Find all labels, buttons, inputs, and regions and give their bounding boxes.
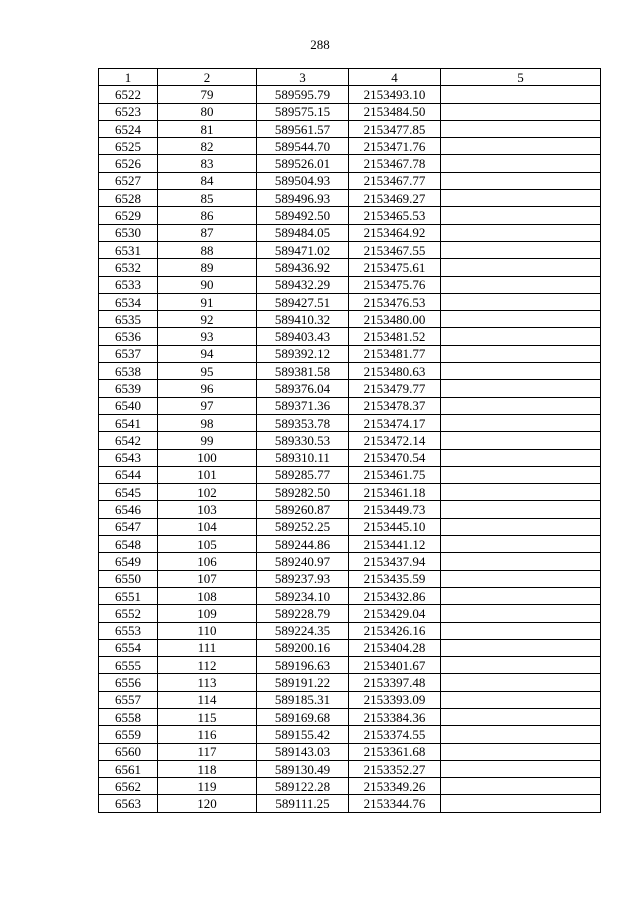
table-cell-col-4: 2153435.59 bbox=[349, 570, 441, 587]
table-cell-col-3: 589410.32 bbox=[257, 311, 349, 328]
table-cell-col-5 bbox=[441, 484, 601, 501]
table-cell-col-2: 116 bbox=[158, 726, 257, 743]
table-cell-col-4: 2153404.28 bbox=[349, 639, 441, 656]
table-cell-col-4: 2153393.09 bbox=[349, 691, 441, 708]
table-row bbox=[99, 743, 601, 760]
table-cell-col-5 bbox=[441, 414, 601, 431]
table-cell-col-1: 6537 bbox=[99, 345, 158, 362]
table-cell-col-4: 2153475.61 bbox=[349, 259, 441, 276]
table-cell-col-2: 99 bbox=[158, 432, 257, 449]
table-row bbox=[99, 795, 601, 812]
table-cell-col-2: 94 bbox=[158, 345, 257, 362]
table-cell-col-4: 2153401.67 bbox=[349, 657, 441, 674]
table-row bbox=[99, 449, 601, 466]
table-cell-col-5 bbox=[441, 224, 601, 241]
table-cell-col-1: 6553 bbox=[99, 622, 158, 639]
table-cell-col-3: 589575.15 bbox=[257, 103, 349, 120]
page-number: 288 bbox=[310, 37, 330, 52]
table-cell-col-4: 2153344.76 bbox=[349, 795, 441, 812]
table-cell-col-5 bbox=[441, 778, 601, 795]
table-row bbox=[99, 380, 601, 397]
table-cell-col-5 bbox=[441, 276, 601, 293]
table-cell-col-2: 89 bbox=[158, 259, 257, 276]
table-cell-col-5 bbox=[441, 726, 601, 743]
table-cell-col-4: 2153437.94 bbox=[349, 553, 441, 570]
table-cell-col-1: 6555 bbox=[99, 657, 158, 674]
table-cell-col-3: 589285.77 bbox=[257, 466, 349, 483]
table-cell-col-3: 589561.57 bbox=[257, 120, 349, 137]
table-cell-col-3: 589252.25 bbox=[257, 518, 349, 535]
table-cell-col-2: 97 bbox=[158, 397, 257, 414]
table-cell-col-4: 2153474.17 bbox=[349, 414, 441, 431]
table-cell-col-5 bbox=[441, 743, 601, 760]
table-cell-col-1: 6561 bbox=[99, 760, 158, 777]
table-cell-col-2: 111 bbox=[158, 639, 257, 656]
table-cell-col-1: 6559 bbox=[99, 726, 158, 743]
table-row bbox=[99, 778, 601, 795]
column-header-4: 4 bbox=[349, 69, 441, 86]
table-cell-col-4: 2153493.10 bbox=[349, 86, 441, 103]
table-cell-col-3: 589330.53 bbox=[257, 432, 349, 449]
table-cell-col-5 bbox=[441, 795, 601, 812]
table-cell-col-1: 6551 bbox=[99, 587, 158, 604]
table-cell-col-4: 2153361.68 bbox=[349, 743, 441, 760]
table-cell-col-1: 6538 bbox=[99, 363, 158, 380]
table-cell-col-5 bbox=[441, 708, 601, 725]
table-cell-col-3: 589381.58 bbox=[257, 363, 349, 380]
table-cell-col-5 bbox=[441, 259, 601, 276]
table-cell-col-1: 6545 bbox=[99, 484, 158, 501]
table-cell-col-3: 589392.12 bbox=[257, 345, 349, 362]
table-cell-col-5 bbox=[441, 657, 601, 674]
table-cell-col-5 bbox=[441, 397, 601, 414]
table-cell-col-4: 2153469.27 bbox=[349, 190, 441, 207]
table-cell-col-3: 589169.68 bbox=[257, 708, 349, 725]
table-row bbox=[99, 760, 601, 777]
table-cell-col-4: 2153352.27 bbox=[349, 760, 441, 777]
table-cell-col-1: 6523 bbox=[99, 103, 158, 120]
table-cell-col-4: 2153445.10 bbox=[349, 518, 441, 535]
table-cell-col-3: 589130.49 bbox=[257, 760, 349, 777]
table-cell-col-2: 115 bbox=[158, 708, 257, 725]
table-cell-col-3: 589155.42 bbox=[257, 726, 349, 743]
table-cell-col-1: 6550 bbox=[99, 570, 158, 587]
table-cell-col-2: 101 bbox=[158, 466, 257, 483]
table-row bbox=[99, 726, 601, 743]
table-row bbox=[99, 587, 601, 604]
table-cell-col-3: 589544.70 bbox=[257, 138, 349, 155]
column-header-2: 2 bbox=[158, 69, 257, 86]
table-cell-col-4: 2153470.54 bbox=[349, 449, 441, 466]
table-row bbox=[99, 276, 601, 293]
table-cell-col-1: 6540 bbox=[99, 397, 158, 414]
table-cell-col-3: 589191.22 bbox=[257, 674, 349, 691]
table-cell-col-5 bbox=[441, 449, 601, 466]
table-cell-col-5 bbox=[441, 172, 601, 189]
table-cell-col-1: 6557 bbox=[99, 691, 158, 708]
table-row bbox=[99, 224, 601, 241]
table-cell-col-1: 6525 bbox=[99, 138, 158, 155]
table-cell-col-5 bbox=[441, 622, 601, 639]
table-row bbox=[99, 311, 601, 328]
table-cell-col-4: 2153471.76 bbox=[349, 138, 441, 155]
table-cell-col-2: 83 bbox=[158, 155, 257, 172]
table-cell-col-5 bbox=[441, 328, 601, 345]
column-header-3: 3 bbox=[257, 69, 349, 86]
table-row bbox=[99, 259, 601, 276]
table-row bbox=[99, 708, 601, 725]
table-cell-col-2: 114 bbox=[158, 691, 257, 708]
table-cell-col-3: 589260.87 bbox=[257, 501, 349, 518]
table-cell-col-2: 82 bbox=[158, 138, 257, 155]
table-cell-col-1: 6552 bbox=[99, 605, 158, 622]
table-row bbox=[99, 155, 601, 172]
table-cell-col-1: 6548 bbox=[99, 536, 158, 553]
table-cell-col-2: 90 bbox=[158, 276, 257, 293]
table-cell-col-5 bbox=[441, 207, 601, 224]
table-cell-col-5 bbox=[441, 605, 601, 622]
table-cell-col-3: 589371.36 bbox=[257, 397, 349, 414]
table-cell-col-1: 6558 bbox=[99, 708, 158, 725]
table-cell-col-1: 6534 bbox=[99, 293, 158, 310]
table-cell-col-5 bbox=[441, 570, 601, 587]
table-row bbox=[99, 172, 601, 189]
table-cell-col-2: 118 bbox=[158, 760, 257, 777]
table-cell-col-3: 589496.93 bbox=[257, 190, 349, 207]
table-cell-col-3: 589436.92 bbox=[257, 259, 349, 276]
table-cell-col-2: 107 bbox=[158, 570, 257, 587]
table-cell-col-2: 120 bbox=[158, 795, 257, 812]
table-cell-col-1: 6562 bbox=[99, 778, 158, 795]
table-cell-col-1: 6535 bbox=[99, 311, 158, 328]
table-cell-col-5 bbox=[441, 241, 601, 258]
table-cell-col-3: 589427.51 bbox=[257, 293, 349, 310]
table-cell-col-3: 589196.63 bbox=[257, 657, 349, 674]
table-cell-col-4: 2153477.85 bbox=[349, 120, 441, 137]
table-cell-col-2: 98 bbox=[158, 414, 257, 431]
table-row bbox=[99, 103, 601, 120]
table-cell-col-5 bbox=[441, 639, 601, 656]
table-cell-col-3: 589471.02 bbox=[257, 241, 349, 258]
table-cell-col-2: 87 bbox=[158, 224, 257, 241]
table-cell-col-3: 589122.28 bbox=[257, 778, 349, 795]
table-cell-col-2: 104 bbox=[158, 518, 257, 535]
table-cell-col-5 bbox=[441, 293, 601, 310]
table-cell-col-3: 589484.05 bbox=[257, 224, 349, 241]
table-cell-col-1: 6536 bbox=[99, 328, 158, 345]
table-cell-col-5 bbox=[441, 311, 601, 328]
table-cell-col-3: 589143.03 bbox=[257, 743, 349, 760]
table-cell-col-2: 108 bbox=[158, 587, 257, 604]
table-cell-col-1: 6530 bbox=[99, 224, 158, 241]
table-row bbox=[99, 414, 601, 431]
table-cell-col-2: 117 bbox=[158, 743, 257, 760]
table-cell-col-4: 2153429.04 bbox=[349, 605, 441, 622]
table-cell-col-1: 6531 bbox=[99, 241, 158, 258]
table-cell-col-4: 2153461.18 bbox=[349, 484, 441, 501]
table-cell-col-5 bbox=[441, 536, 601, 553]
table-cell-col-4: 2153472.14 bbox=[349, 432, 441, 449]
table-cell-col-5 bbox=[441, 155, 601, 172]
table-cell-col-5 bbox=[441, 363, 601, 380]
table-cell-col-1: 6539 bbox=[99, 380, 158, 397]
table-cell-col-5 bbox=[441, 432, 601, 449]
table-cell-col-2: 96 bbox=[158, 380, 257, 397]
table-cell-col-3: 589376.04 bbox=[257, 380, 349, 397]
table-cell-col-5 bbox=[441, 466, 601, 483]
table-cell-col-2: 106 bbox=[158, 553, 257, 570]
table-row bbox=[99, 622, 601, 639]
table-cell-col-3: 589237.93 bbox=[257, 570, 349, 587]
table-cell-col-4: 2153464.92 bbox=[349, 224, 441, 241]
table-cell-col-4: 2153484.50 bbox=[349, 103, 441, 120]
table-cell-col-1: 6546 bbox=[99, 501, 158, 518]
table-cell-col-1: 6541 bbox=[99, 414, 158, 431]
table-row bbox=[99, 691, 601, 708]
table-cell-col-4: 2153476.53 bbox=[349, 293, 441, 310]
table-cell-col-2: 113 bbox=[158, 674, 257, 691]
table-cell-col-3: 589224.35 bbox=[257, 622, 349, 639]
table-row bbox=[99, 190, 601, 207]
table-row bbox=[99, 241, 601, 258]
table-row bbox=[99, 293, 601, 310]
table-row bbox=[99, 397, 601, 414]
table-cell-col-4: 2153426.16 bbox=[349, 622, 441, 639]
table-cell-col-2: 102 bbox=[158, 484, 257, 501]
table-cell-col-2: 88 bbox=[158, 241, 257, 258]
table-cell-col-2: 80 bbox=[158, 103, 257, 120]
table-cell-col-1: 6543 bbox=[99, 449, 158, 466]
table-cell-col-2: 112 bbox=[158, 657, 257, 674]
table-row bbox=[99, 466, 601, 483]
table-cell-col-2: 81 bbox=[158, 120, 257, 137]
table-cell-col-5 bbox=[441, 120, 601, 137]
table-row bbox=[99, 605, 601, 622]
table-cell-col-1: 6560 bbox=[99, 743, 158, 760]
table-row bbox=[99, 484, 601, 501]
table-cell-col-5 bbox=[441, 380, 601, 397]
table-row bbox=[99, 536, 601, 553]
table-cell-col-1: 6524 bbox=[99, 120, 158, 137]
table-cell-col-1: 6526 bbox=[99, 155, 158, 172]
table-cell-col-3: 589526.01 bbox=[257, 155, 349, 172]
table-cell-col-5 bbox=[441, 518, 601, 535]
table-cell-col-5 bbox=[441, 691, 601, 708]
table-cell-col-4: 2153349.26 bbox=[349, 778, 441, 795]
table-cell-col-4: 2153481.52 bbox=[349, 328, 441, 345]
table-cell-col-4: 2153478.37 bbox=[349, 397, 441, 414]
table-row bbox=[99, 570, 601, 587]
table-cell-col-1: 6549 bbox=[99, 553, 158, 570]
table-cell-col-3: 589200.16 bbox=[257, 639, 349, 656]
table-cell-col-1: 6533 bbox=[99, 276, 158, 293]
table-cell-col-3: 589504.93 bbox=[257, 172, 349, 189]
table-cell-col-2: 100 bbox=[158, 449, 257, 466]
table-body bbox=[99, 86, 601, 812]
table-cell-col-5 bbox=[441, 138, 601, 155]
table-cell-col-3: 589240.97 bbox=[257, 553, 349, 570]
table-cell-col-3: 589228.79 bbox=[257, 605, 349, 622]
table-row bbox=[99, 657, 601, 674]
table-cell-col-4: 2153449.73 bbox=[349, 501, 441, 518]
table-cell-col-4: 2153374.55 bbox=[349, 726, 441, 743]
table-cell-col-1: 6542 bbox=[99, 432, 158, 449]
table-row bbox=[99, 518, 601, 535]
table-cell-col-5 bbox=[441, 103, 601, 120]
table-row bbox=[99, 501, 601, 518]
table-cell-col-2: 105 bbox=[158, 536, 257, 553]
table-row bbox=[99, 207, 601, 224]
table-cell-col-1: 6529 bbox=[99, 207, 158, 224]
table-cell-col-5 bbox=[441, 190, 601, 207]
table-header-row bbox=[99, 69, 601, 86]
column-header-5: 5 bbox=[441, 69, 601, 86]
table-cell-col-2: 86 bbox=[158, 207, 257, 224]
table-cell-col-4: 2153467.77 bbox=[349, 172, 441, 189]
table-cell-col-5 bbox=[441, 587, 601, 604]
table-cell-col-4: 2153467.55 bbox=[349, 241, 441, 258]
table-row bbox=[99, 120, 601, 137]
table-cell-col-4: 2153479.77 bbox=[349, 380, 441, 397]
table-cell-col-1: 6528 bbox=[99, 190, 158, 207]
table-cell-col-2: 85 bbox=[158, 190, 257, 207]
table-cell-col-3: 589244.86 bbox=[257, 536, 349, 553]
table-row bbox=[99, 432, 601, 449]
table-cell-col-3: 589111.25 bbox=[257, 795, 349, 812]
table-cell-col-1: 6532 bbox=[99, 259, 158, 276]
table-cell-col-4: 2153465.53 bbox=[349, 207, 441, 224]
table-cell-col-5 bbox=[441, 345, 601, 362]
table-cell-col-3: 589353.78 bbox=[257, 414, 349, 431]
table-cell-col-2: 109 bbox=[158, 605, 257, 622]
table-row bbox=[99, 345, 601, 362]
table-cell-col-3: 589310.11 bbox=[257, 449, 349, 466]
coordinates-table bbox=[98, 68, 601, 813]
table-cell-col-2: 91 bbox=[158, 293, 257, 310]
table-row bbox=[99, 553, 601, 570]
table-cell-col-1: 6522 bbox=[99, 86, 158, 103]
table-row bbox=[99, 138, 601, 155]
table-cell-col-3: 589492.50 bbox=[257, 207, 349, 224]
table-cell-col-3: 589234.10 bbox=[257, 587, 349, 604]
table-cell-col-2: 110 bbox=[158, 622, 257, 639]
table-cell-col-2: 119 bbox=[158, 778, 257, 795]
table-cell-col-2: 95 bbox=[158, 363, 257, 380]
table-cell-col-3: 589595.79 bbox=[257, 86, 349, 103]
table-cell-col-4: 2153475.76 bbox=[349, 276, 441, 293]
table-cell-col-1: 6556 bbox=[99, 674, 158, 691]
table-cell-col-4: 2153384.36 bbox=[349, 708, 441, 725]
table-cell-col-4: 2153467.78 bbox=[349, 155, 441, 172]
table-cell-col-4: 2153480.00 bbox=[349, 311, 441, 328]
table-cell-col-2: 84 bbox=[158, 172, 257, 189]
table-cell-col-1: 6544 bbox=[99, 466, 158, 483]
table-cell-col-3: 589432.29 bbox=[257, 276, 349, 293]
table-cell-col-4: 2153461.75 bbox=[349, 466, 441, 483]
table-cell-col-4: 2153441.12 bbox=[349, 536, 441, 553]
table-cell-col-1: 6554 bbox=[99, 639, 158, 656]
table-cell-col-4: 2153481.77 bbox=[349, 345, 441, 362]
table-cell-col-5 bbox=[441, 674, 601, 691]
table-cell-col-4: 2153480.63 bbox=[349, 363, 441, 380]
table-cell-col-1: 6563 bbox=[99, 795, 158, 812]
table-cell-col-1: 6527 bbox=[99, 172, 158, 189]
table-cell-col-3: 589403.43 bbox=[257, 328, 349, 345]
table-cell-col-4: 2153397.48 bbox=[349, 674, 441, 691]
table-cell-col-2: 103 bbox=[158, 501, 257, 518]
table-row bbox=[99, 86, 601, 103]
table-cell-col-5 bbox=[441, 760, 601, 777]
table-row bbox=[99, 639, 601, 656]
table-cell-col-3: 589282.50 bbox=[257, 484, 349, 501]
table-cell-col-2: 92 bbox=[158, 311, 257, 328]
table-cell-col-2: 93 bbox=[158, 328, 257, 345]
table-row bbox=[99, 328, 601, 345]
table-cell-col-4: 2153432.86 bbox=[349, 587, 441, 604]
table-cell-col-2: 79 bbox=[158, 86, 257, 103]
column-header-1: 1 bbox=[99, 69, 158, 86]
table-row bbox=[99, 363, 601, 380]
table-cell-col-1: 6547 bbox=[99, 518, 158, 535]
table-cell-col-5 bbox=[441, 86, 601, 103]
table-row bbox=[99, 674, 601, 691]
table-cell-col-5 bbox=[441, 501, 601, 518]
table-cell-col-5 bbox=[441, 553, 601, 570]
table-cell-col-3: 589185.31 bbox=[257, 691, 349, 708]
